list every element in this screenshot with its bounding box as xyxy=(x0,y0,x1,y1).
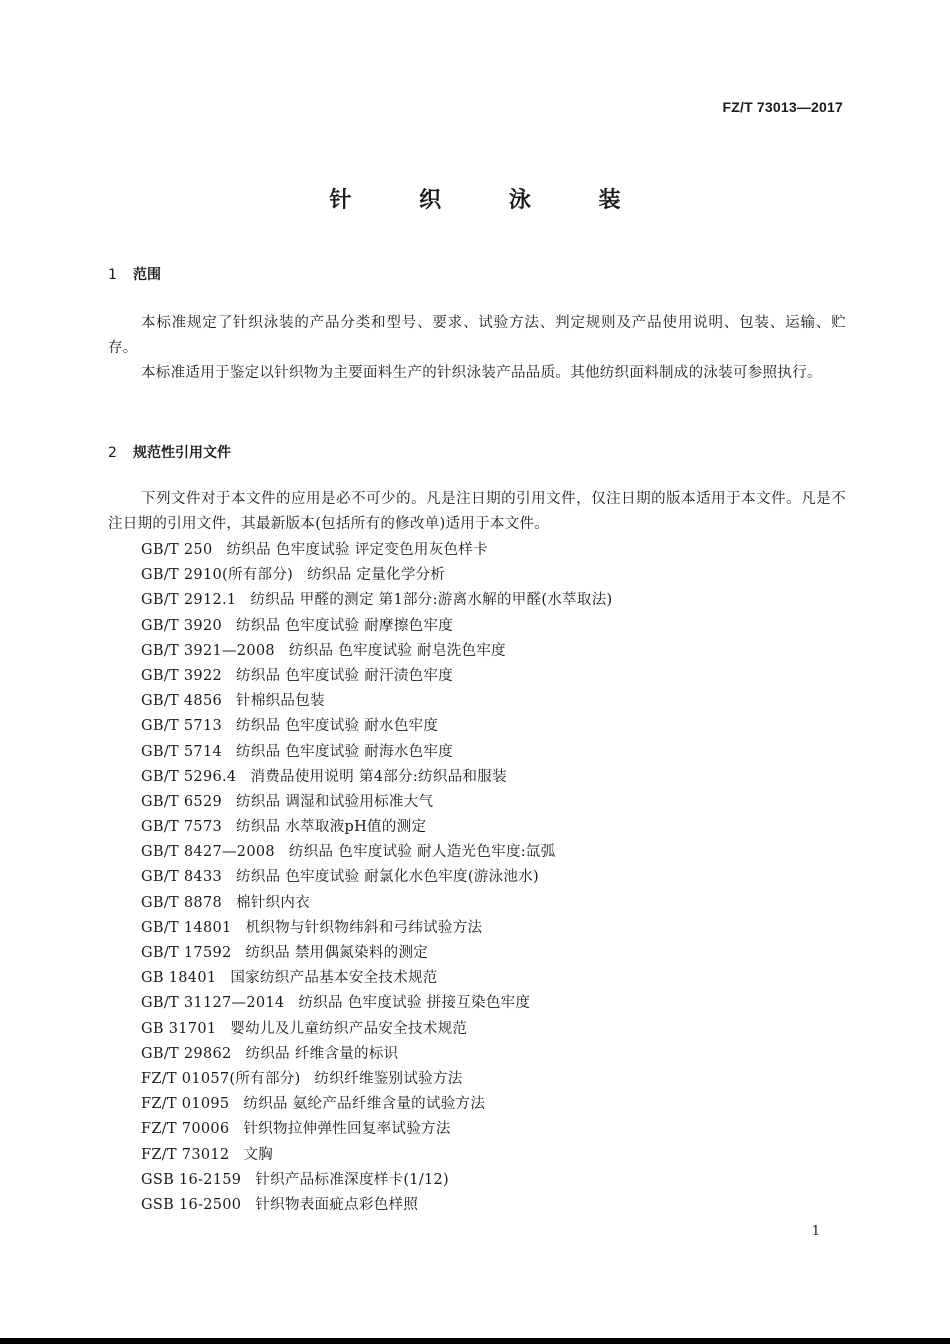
section-title: 范围 xyxy=(133,267,161,283)
standard-code: FZ/T 73013—2017 xyxy=(722,99,843,115)
reference-title: 针织物拉伸弹性回复率试验方法 xyxy=(243,1121,451,1138)
reference-item xyxy=(141,891,613,916)
reference-title: 纺织品 水萃取液pH值的测定 xyxy=(236,819,427,836)
reference-title: 纺织品 纤维含量的标识 xyxy=(245,1045,399,1062)
reference-code: GB/T 3922 xyxy=(141,667,223,684)
reference-item xyxy=(141,664,613,689)
reference-item xyxy=(141,941,613,966)
bottom-rule xyxy=(0,1338,950,1344)
reference-item xyxy=(141,588,613,613)
normative-references-list xyxy=(141,538,613,1218)
reference-code: GB 18401 xyxy=(141,970,217,987)
reference-title: 消费品使用说明 第4部分:纺织品和服装 xyxy=(250,768,507,785)
reference-item xyxy=(141,614,613,639)
reference-code: GB/T 29862 xyxy=(141,1045,232,1062)
reference-title: 棉针织内衣 xyxy=(236,894,311,911)
section-2-heading xyxy=(108,442,231,462)
reference-item xyxy=(141,563,613,588)
reference-item xyxy=(141,991,613,1016)
reference-code: GB/T 8427—2008 xyxy=(141,844,275,861)
reference-title: 纺织品 色牢度试验 耐汗渍色牢度 xyxy=(236,667,454,684)
reference-title: 纺织品 色牢度试验 耐水色牢度 xyxy=(236,718,439,735)
reference-title: 针织产品标准深度样卡(1/12) xyxy=(255,1171,450,1188)
reference-item xyxy=(141,1143,613,1168)
reference-code: GB/T 5713 xyxy=(141,718,223,735)
reference-code: GB/T 14801 xyxy=(141,919,232,936)
reference-title: 纺织品 色牢度试验 耐氯化水色牢度(游泳池水) xyxy=(236,869,539,886)
reference-code: GB/T 250 xyxy=(141,542,213,558)
reference-title: 纺织品 色牢度试验 耐皂洗色牢度 xyxy=(288,642,506,659)
reference-code: GB 31701 xyxy=(141,1020,217,1037)
reference-code: GB/T 3921—2008 xyxy=(141,642,275,659)
reference-item xyxy=(141,740,613,765)
reference-item xyxy=(141,916,613,941)
reference-code: GB/T 6529 xyxy=(141,793,223,810)
reference-title: 机织物与针织物纬斜和弓纬试验方法 xyxy=(245,919,483,936)
reference-title: 文胸 xyxy=(243,1146,274,1163)
reference-title: 纺织品 甲醛的测定 第1部分:游离水解的甲醛(水萃取法) xyxy=(250,592,613,609)
reference-code: GSB 16-2159 xyxy=(141,1171,242,1188)
reference-item xyxy=(141,966,613,991)
reference-code: GB/T 4856 xyxy=(141,693,223,710)
reference-title: 纺织纤维鉴别试验方法 xyxy=(314,1070,463,1087)
reference-item xyxy=(141,790,613,815)
scope-paragraph-2: 本标准适用于鉴定以针织物为主要面料生产的针织泳装产品品质。其他纺织面料制成的泳装可参照执行。 xyxy=(141,365,822,381)
reference-item xyxy=(141,815,613,840)
reference-item xyxy=(141,714,613,739)
reference-code: GB/T 5714 xyxy=(141,743,223,760)
reference-code: GB/T 2910(所有部分) xyxy=(141,567,294,584)
reference-code: GB/T 8878 xyxy=(141,894,223,911)
reference-item xyxy=(141,1168,613,1193)
reference-code: GSB 16-2500 xyxy=(141,1196,242,1213)
reference-item xyxy=(141,765,613,790)
reference-item xyxy=(141,1042,613,1067)
reference-item xyxy=(141,538,613,563)
reference-code: FZ/T 01095 xyxy=(141,1096,230,1113)
reference-title: 纺织品 色牢度试验 耐摩擦色牢度 xyxy=(236,617,454,634)
reference-item xyxy=(141,689,613,714)
reference-code: GB/T 8433 xyxy=(141,869,223,886)
reference-code: FZ/T 01057(所有部分) xyxy=(141,1070,301,1087)
page-number: 1 xyxy=(811,1224,820,1239)
section-1-heading xyxy=(108,264,161,284)
references-intro-paragraph: 下列文件对于本文件的应用是必不可少的。凡是注日期的引用文件，仅注日期的版本适用于本文件。凡是不注日期的引用文件，其最新版本(包括所有的修改单)适用于本文件。 xyxy=(108,491,846,532)
reference-code: GB/T 7573 xyxy=(141,819,223,836)
reference-title: 婴幼儿及儿童纺织产品安全技术规范 xyxy=(230,1020,468,1037)
reference-item xyxy=(141,639,613,664)
reference-item xyxy=(141,1092,613,1117)
reference-code: FZ/T 73012 xyxy=(141,1146,230,1163)
reference-code: GB/T 17592 xyxy=(141,945,232,961)
reference-title: 纺织品 色牢度试验 耐海水色牢度 xyxy=(236,743,454,760)
reference-title: 针织物表面疵点彩色样照 xyxy=(255,1196,419,1213)
reference-title: 纺织品 定量化学分析 xyxy=(307,567,446,584)
reference-title: 纺织品 禁用偶氮染料的测定 xyxy=(245,945,429,961)
reference-title: 纺织品 色牢度试验 拼接互染色牢度 xyxy=(298,995,531,1012)
section-title: 规范性引用文件 xyxy=(133,445,231,461)
reference-item xyxy=(141,1067,613,1092)
reference-title: 纺织品 色牢度试验 耐人造光色牢度:氙弧 xyxy=(288,844,556,861)
reference-code: FZ/T 70006 xyxy=(141,1121,230,1138)
reference-title: 纺织品 色牢度试验 评定变色用灰色样卡 xyxy=(226,542,488,558)
reference-title: 针棉织品包装 xyxy=(236,693,325,710)
reference-title: 纺织品 氨纶产品纤维含量的试验方法 xyxy=(243,1096,486,1113)
scope-paragraph-1: 本标准规定了针织泳装的产品分类和型号、要求、试验方法、判定规则及产品使用说明、包装、运输、贮存。 xyxy=(108,315,846,356)
reference-item xyxy=(141,1117,613,1142)
section-number: 2 xyxy=(108,445,117,461)
reference-code: GB/T 3920 xyxy=(141,617,223,634)
reference-code: GB/T 31127—2014 xyxy=(141,995,285,1012)
reference-item xyxy=(141,1017,613,1042)
document-title: 针 织 泳 装 xyxy=(329,188,651,213)
reference-title: 国家纺织产品基本安全技术规范 xyxy=(230,970,438,987)
reference-code: GB/T 5296.4 xyxy=(141,768,237,785)
reference-title: 纺织品 调湿和试验用标准大气 xyxy=(236,793,434,810)
reference-item xyxy=(141,865,613,890)
reference-item xyxy=(141,1193,613,1218)
section-number: 1 xyxy=(108,267,117,283)
reference-item xyxy=(141,840,613,865)
reference-code: GB/T 2912.1 xyxy=(141,592,237,609)
